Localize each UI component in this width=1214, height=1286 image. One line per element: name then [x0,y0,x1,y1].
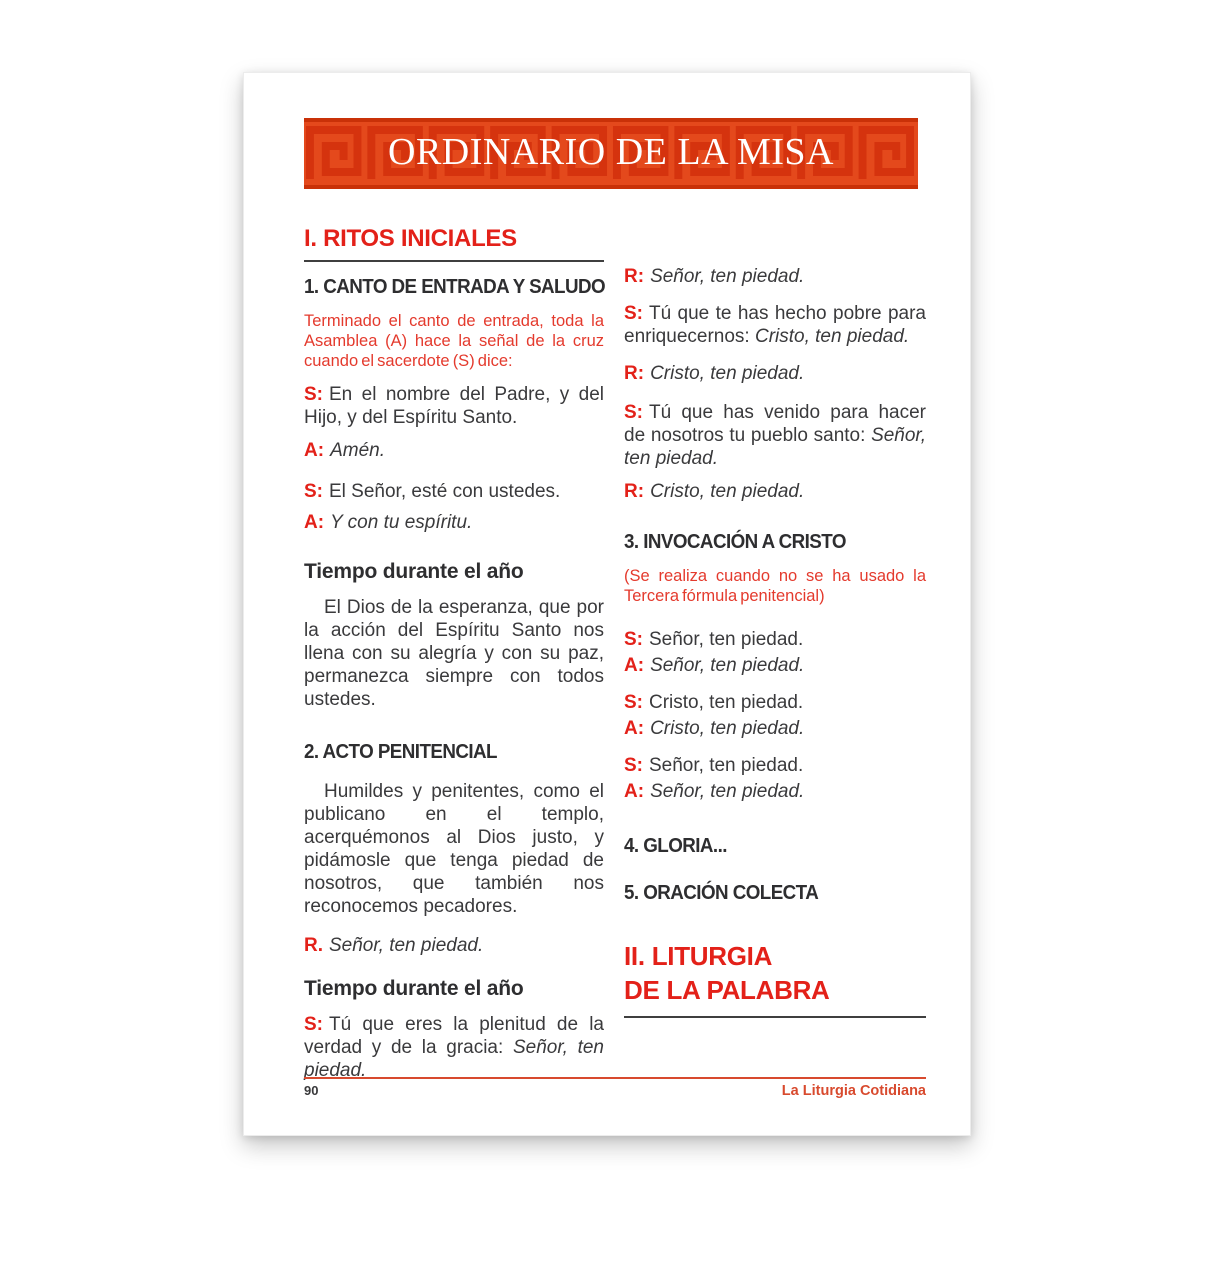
dialogue-pair [624,691,926,740]
page-content [304,225,926,1082]
dialogue-italic: Amén. [330,440,385,461]
speaker-label: R: [624,266,645,287]
heading-tiempo-2: Tiempo durante el año [304,977,524,1000]
heading-tiempo-1: Tiempo durante el año [304,560,524,583]
speaker-label: A: [304,512,325,533]
speaker-label: A: [624,781,645,802]
dialogue-line [624,780,926,803]
dialogue-italic: Cristo, ten piedad. [650,481,805,502]
dialogue-pair [624,628,926,677]
dialogue-text: Tú que te has hecho pobre para enriquecernos: [624,303,926,347]
dialogue-text: Cristo, ten piedad. [649,692,804,713]
dialogue-italic: Cristo, ten piedad. [650,363,805,384]
dialogue-line [304,1013,604,1082]
dialogue-line [304,480,604,503]
dialogue-italic: Señor, ten piedad. [650,266,805,287]
book-page [243,72,971,1136]
paragraph-esperanza: El Dios de la esperanza, que por la acción del Espíritu Santo nos llena con su alegría y con su paz, permanezca siempre con todos ustedes. [304,597,604,710]
speaker-label: S: [624,692,643,713]
heading-invocacion-cristo: 3. INVOCACIÓN A CRISTO [624,531,846,553]
speaker-label: A: [624,655,645,676]
dialogue-text: El Señor, esté con ustedes. [329,481,561,502]
page-title: ORDINARIO DE LA MISA [388,130,834,173]
rubric-entrada: Terminado el canto de entrada, toda la Asamblea (A) hace la señal de la cruz cuando el sacerdote (S) dice: [304,312,604,370]
dialogue-line [304,511,604,534]
paragraph-humildes: Humildes y penitentes, como el publicano en el templo, acerquémonos al Dios justo, y pidámosle que tenga piedad de nosotros, que también nos reconocemos pecadores. [304,781,604,917]
dialogue-line [624,480,926,503]
speaker-label: S: [624,755,643,776]
speaker-label: S: [304,481,323,502]
speaker-label: R. [304,935,323,956]
dialogue-italic: Señor, ten piedad. [624,425,926,469]
speaker-label: A: [304,440,325,461]
dialogue-line [624,691,926,714]
dialogue-italic: Señor, ten piedad. [304,1037,604,1081]
dialogue-line [624,628,926,651]
speaker-label: S: [304,1014,323,1035]
dialogue-line [624,265,926,288]
title-banner [304,118,918,189]
dialogue-line [624,717,926,740]
dialogue-line [624,654,926,677]
heading-liturgia-line1: II. LITURGIA [624,941,773,971]
rubric-invocacion: (Se realiza cuando no se ha usado la Tercera fórmula penitencial) [624,567,926,605]
heading-canto-entrada: 1. CANTO DE ENTRADA Y SALUDO [304,276,606,298]
heading-ritos-iniciales: I. RITOS INICIALES [304,225,604,262]
dialogue-pair [624,754,926,803]
speaker-label: A: [624,718,645,739]
dialogue-text: Tú que has venido para hacer de nosotros tu pueblo santo: [624,402,926,446]
heading-liturgia-line2: DE LA PALABRA [624,975,830,1005]
heading-gloria: 4. GLORIA... [624,835,727,857]
dialogue-line [624,302,926,348]
dialogue-italic: Señor, ten piedad. [650,781,805,802]
dialogue-italic: Cristo, ten piedad. [754,326,910,347]
dialogue-line [304,934,604,957]
heading-acto-penitencial: 2. ACTO PENITENCIAL [304,741,497,763]
heading-liturgia-palabra [624,939,926,1018]
speaker-label: R: [624,481,645,502]
dialogue-text: Señor, ten piedad. [649,629,804,650]
dialogue-text: Señor, ten piedad. [649,755,804,776]
speaker-label: S: [304,384,323,405]
page-number: 90 [304,1083,319,1098]
edition-title: La Liturgia Cotidiana [781,1083,926,1099]
dialogue-text: Tú que eres la plenitud de la verdad y de la gracia: [304,1014,604,1058]
page-footer [304,1077,926,1099]
heading-oracion-colecta: 5. ORACIÓN COLECTA [624,882,819,904]
dialogue-line [304,439,604,462]
dialogue-italic: Señor, ten piedad. [650,655,805,676]
column-right [624,225,926,1082]
dialogue-line [624,401,926,470]
dialogue-line [624,754,926,777]
speaker-label: R: [624,363,645,384]
speaker-label: S: [624,303,643,324]
column-left [304,225,604,1082]
dialogue-italic: Y con tu espíritu. [330,512,473,533]
dialogue-italic: Cristo, ten piedad. [650,718,805,739]
dialogue-line [304,383,604,429]
speaker-label: S: [624,402,643,423]
speaker-label: S: [624,629,643,650]
dialogue-line [624,362,926,385]
dialogue-italic: Señor, ten piedad. [329,935,484,956]
dialogue-text: En el nombre del Padre, y del Hijo, y del Espíritu Santo. [304,384,604,428]
